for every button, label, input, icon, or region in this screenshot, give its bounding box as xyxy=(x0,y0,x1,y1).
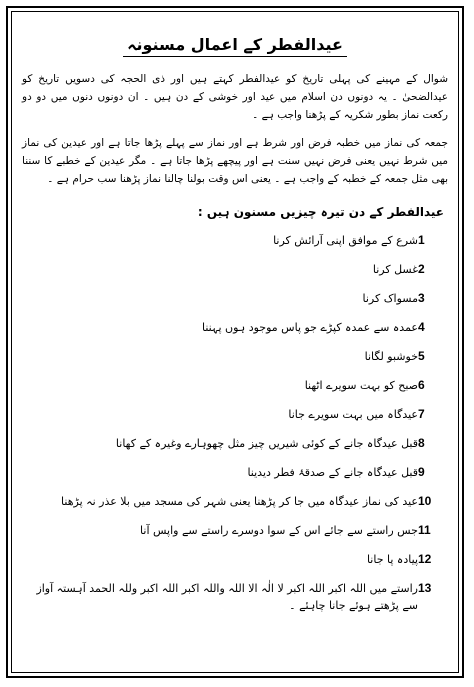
list-item xyxy=(22,290,448,307)
item-text: راستے میں اللہ اکبر اللہ اکبر لا الٰہ الا اللہ واللہ اکبر اللہ اکبر وللہ الحمد آہستہ آواز سے پڑھتے ہوئے جانا چاہئے ۔ xyxy=(36,582,418,612)
list-item xyxy=(22,522,448,539)
item-number: 13 xyxy=(418,581,432,595)
list-heading: عیدالفطر کے دن تیرہ چیزیں مسنون ہیں : xyxy=(197,205,444,219)
item-text: صبح کو بہت سویرے اٹھنا xyxy=(304,379,418,392)
list-item xyxy=(22,261,448,278)
item-number: 3 xyxy=(418,291,425,305)
list-item xyxy=(22,319,448,336)
item-number: 10 xyxy=(418,494,432,508)
item-text: جس راستے سے جائے اس کے سوا دوسرے راستے سے واپس آنا xyxy=(140,524,418,537)
item-number: 4 xyxy=(418,320,425,334)
list-item xyxy=(22,464,448,481)
page-content xyxy=(11,11,459,673)
intro-paragraph-1: شوال کے مہینے کی پہلی تاریخ کو عیدالفطر کہتے ہیں اور ذی الحجہ کی دسویں تاریخ کو عیدالضحیٰ ۔ یہ دونوں دن اسلام میں عید اور خوشی کے دن ہیں ۔ ان دونوں دنوں میں دو دو رکعت نماز بطور شکریہ کے پڑھنا واجب ہے ۔ xyxy=(22,73,448,121)
item-text: شرع کے موافق اپنی آرائش کرنا xyxy=(273,234,418,247)
list-item xyxy=(22,377,448,394)
item-text: قبل عیدگاہ جانے کے صدقۂ فطر دیدینا xyxy=(247,466,418,479)
item-text: عیدگاہ میں بہت سویرے جانا xyxy=(288,408,418,421)
item-text: غسل کرنا xyxy=(372,263,418,276)
list-item xyxy=(22,580,448,614)
intro-paragraph-2: جمعہ کی نماز میں خطبہ فرض اور شرط ہے اور نماز سے پہلے پڑھا جاتا ہے اور عیدین کی نماز میں شرط نہیں یعنی فرض نہیں سنت ہے اور پیچھے پڑھا جاتا ہے ۔ مگر عیدین کے خطبے کا سننا بھی مثل جمعہ کے خطبہ کے واجب ہے ۔ یعنی اس وقت بولنا چالنا نماز پڑھنا سب حرام ہے ۔ xyxy=(22,137,448,185)
item-text: عید کی نماز عیدگاہ میں جا کر پڑھنا یعنی شہر کی مسجد میں بلا عذر نہ پڑھنا xyxy=(61,495,418,508)
item-number: 6 xyxy=(418,378,425,392)
list-item xyxy=(22,435,448,452)
item-number: 5 xyxy=(418,349,425,363)
list-item xyxy=(22,406,448,423)
item-text: عمدہ سے عمدہ کپڑے جو پاس موجود ہوں پہننا xyxy=(202,321,418,334)
list-item xyxy=(22,551,448,568)
item-text: خوشبو لگانا xyxy=(364,350,418,363)
item-text: مسواک کرنا xyxy=(362,292,418,305)
item-text: قبل عیدگاہ جانے کے کوئی شیریں چیز مثل چھوہارے وغیرہ کے کھانا xyxy=(115,437,418,450)
page-title-text: عیدالفطر کے اعمال مسنونہ xyxy=(123,35,347,57)
item-number: 8 xyxy=(418,436,425,450)
item-number: 7 xyxy=(418,407,425,421)
item-number: 11 xyxy=(418,523,431,537)
sunnah-list xyxy=(22,232,448,614)
page-border xyxy=(6,6,464,678)
list-item xyxy=(22,232,448,249)
item-text: پیادہ پا جانا xyxy=(366,553,418,566)
list-item xyxy=(22,493,448,510)
item-number: 2 xyxy=(418,262,425,276)
item-number: 12 xyxy=(418,552,432,566)
page-title xyxy=(22,34,448,56)
item-number: 1 xyxy=(418,233,425,247)
item-number: 9 xyxy=(418,465,425,479)
list-item xyxy=(22,348,448,365)
